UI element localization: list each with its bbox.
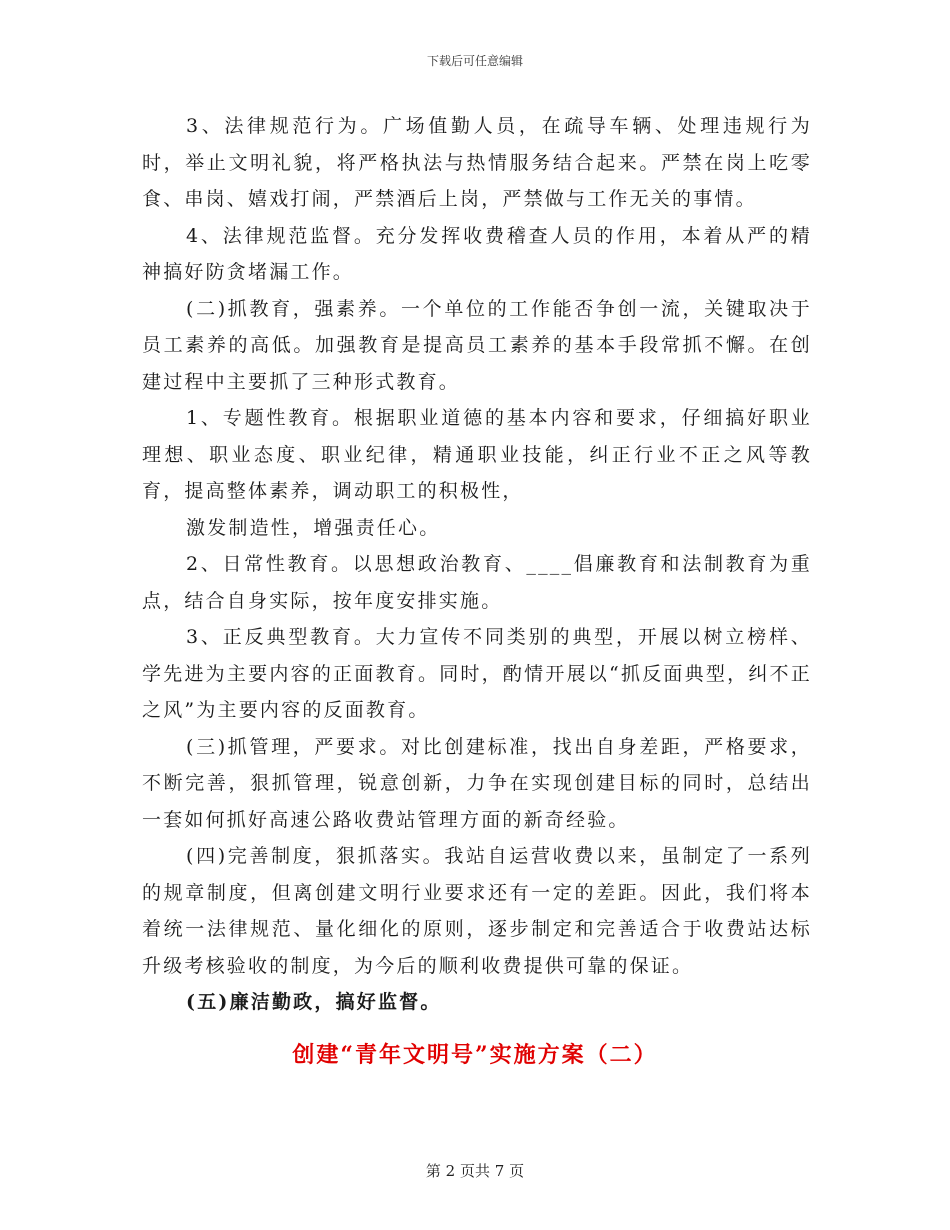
- paragraph-legal-behavior: 3、法律规范行为。广场值勤人员，在疏导车辆、处理违规行为时，举止文明礼貌，将严格执法与热情服务结合起来。严禁在岗上吃零食、串岗、嬉戏打闹，严禁酒后上岗，严禁做与工作无关的事情。: [142, 115, 812, 210]
- page-footer: 第 2 页共 7 页: [425, 1162, 525, 1180]
- section-title: 创建“青年文明号”实施方案（二）: [292, 1042, 658, 1068]
- paragraph-system: (四)完善制度，狠抓落实。我站自运营收费以来，虽制定了一系列的规章制度，但离创建文明行业要求还有一定的差距。因此，我们将本着统一法律规范、量化细化的原则，逐步制定和完善适合于收费站达标升级考核验收的制度，为今后的顺利收费提供可靠的保证。: [142, 845, 812, 977]
- paragraph-special-education-cont: 激发制造性，增强责任心。: [186, 516, 441, 539]
- paragraph-management: (三)抓管理，严要求。对比创建标准，找出自身差距，严格要求，不断完善，狠抓管理，锐意创新，力争在实现创建目标的同时，总结出一套如何抓好高速公路收费站管理方面的新奇经验。: [142, 735, 812, 831]
- paragraph-daily-education: 2、日常性教育。以思想政治教育、____倡廉教育和法制教育为重点，结合自身实际，按年度安排实施。: [142, 553, 812, 612]
- paragraph-integrity: (五)廉洁勤政，搞好监督。: [186, 991, 442, 1013]
- page-header: 下载后可任意编辑: [426, 54, 523, 68]
- paragraph-legal-supervision: 4、法律规范监督。充分发挥收费稽查人员的作用，本着从严的精神搞好防贪堵漏工作。: [142, 224, 812, 283]
- paragraph-typical-education: 3、正反典型教育。大力宣传不同类别的典型，开展以树立榜样、学先进为主要内容的正面教育。同时，酌情开展以“抓反面典型，纠不正之风”为主要内容的反面教育。: [142, 626, 812, 721]
- paragraph-special-education: 1、专题性教育。根据职业道德的基本内容和要求，仔细搞好职业理想、职业态度、职业纪律，精通职业技能，纠正行业不正之风等教育，提高整体素养，调动职工的积极性，: [142, 407, 812, 502]
- paragraph-education: (二)抓教育，强素养。一个单位的工作能否争创一流，关键取决于员工素养的高低。加强教育是提高员工素养的基本手段常抓不懈。在创建过程中主要抓了三种形式教育。: [142, 297, 812, 393]
- document-body: [142, 108, 812, 1021]
